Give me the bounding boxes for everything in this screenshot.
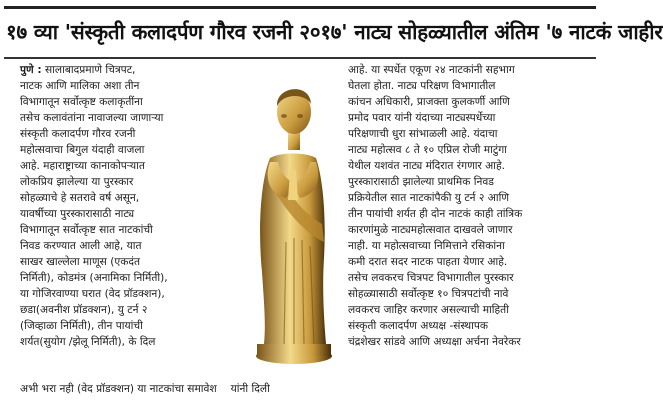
text-line: तसेच लवकरच चित्रपट विभागातील पुरस्कार [348, 272, 514, 284]
text-line: या गोजिरवाण्या घरात (वेद प्रॉडक्शन), [20, 288, 165, 300]
text-line: महोत्सवाचा बिगुल यंदाही वाजला [20, 144, 145, 156]
closing-line-left: अभी भरा नही (वेद प्रॉडक्शन) या नाटकांचा समावेश [20, 383, 217, 395]
golden-statue-image [240, 62, 344, 366]
text-line: (जिव्हाळा निर्मिती), तीन पायांची [20, 320, 143, 332]
text-line [20, 62, 239, 78]
text-line: साखर खाल्लेला माणूस (एकदंत [20, 256, 140, 268]
text-line: कमी दरात सदर नाटक पाहता येणार आहे. [348, 256, 508, 268]
text-line: निवड करण्यात आली आहे, यात [20, 240, 142, 252]
text-line: नाट्य महोत्सव ८ ते १० एप्रिल रोजी माटुंगा [348, 144, 507, 156]
text-line: प्रक्रियेतील सात नाटकांपैकी यु टर्न २ आणि [348, 192, 510, 204]
right-column [348, 62, 592, 350]
top-rule [4, 6, 596, 9]
text-line: तीन पायांची शर्यत ही दोन नाटकं काही तांत्रिक [348, 208, 523, 220]
text-line: येथील यशवंत नाट्य मंदिरात रंगणार आहे. [348, 160, 506, 172]
text-line: सोहळ्यासाठी सर्वोत्कृष्ट १० चित्रपटांची नावे [348, 288, 509, 300]
text-line: परिक्षणाची धुरा सांभाळली आहे. यंदाचा [348, 128, 498, 140]
text-line: लोकप्रिय झालेल्या या पुरस्कार [20, 176, 134, 188]
dateline: पुणे : [20, 64, 42, 76]
headline-rule [4, 57, 596, 59]
text-line: नाटक आणि मालिका अशा तीन [20, 80, 140, 92]
text-line: नाही. या महोत्सवाच्या निमित्ताने रसिकांना [348, 240, 505, 252]
text-line: यावर्षीच्या पुरस्कारासाठी नाट्य [20, 208, 135, 220]
text-line: आहे. महाराष्ट्राच्या कानाकोपऱ्यात [20, 160, 145, 172]
text-line: लवकरच जाहिर करणार असल्याची माहिती [348, 304, 509, 316]
left-column [20, 62, 239, 350]
text-line: चंद्रशेखर सांडवे आणि अध्यक्षा अर्चना नेवरेकर [348, 336, 521, 348]
text-line: कारणांमुळे नाट्यमहोत्सवात दाखवले जाणार [348, 224, 513, 236]
closing-line [20, 381, 592, 397]
statue-neck [288, 132, 300, 150]
text-line: छडा(अवनीश प्रॉडक्शन), यु टर्न २ [20, 304, 148, 316]
text-line: तसेच कलावंतांना नावाजल्या जाणाऱ्या [20, 112, 164, 124]
text-line: सोहळ्याचे हे सतरावे वर्ष असून, [20, 192, 140, 204]
text-line: विभागातून सर्वोत्कृष्ट कलाकृतींना [20, 96, 143, 108]
statue-photo [240, 62, 344, 366]
text-line: विभागातून सर्वोत्कृष्ट सात नाटकांची [20, 224, 153, 236]
text-line: शर्यत(सुयोग /झेलू निर्मिती), के दिल [20, 336, 156, 348]
text-line: प्रमोद पवार यांनी यंदाच्या नाट्यस्पर्धेच्या [348, 112, 496, 124]
text-line: निर्मिती), कोडमंत्र (अनामिका निर्मिती), [20, 272, 168, 284]
text-line: संस्कृती कलादर्पण गौरव रजनी [20, 128, 136, 140]
closing-line-right: यांनी दिली [230, 383, 270, 395]
text-line: कांचन अधिकारी, प्राजक्ता कुलकर्णी आणि [348, 96, 510, 108]
statue-plinth [257, 344, 331, 356]
text-line: पुरस्कारासाठी झालेल्या प्राथमिक निवड [348, 176, 494, 188]
headline: १७ व्या 'संस्कृती कलादर्पण गौरव रजनी २०१७' नाट्य सोहळ्यातील अंतिम '७ नाटकं जाहीर [6, 20, 663, 44]
text-line: संस्कृती कलादर्पण अध्यक्ष -संस्थापक [348, 320, 489, 332]
text-line: घेतला होता. नाट्य परिक्षण विभागातील [348, 80, 496, 92]
text-line: आहे. या स्पर्धेत एकूण २४ नाटकांनी सहभाग [348, 64, 515, 76]
text-line-content: सालाबादप्रमाणे चित्रपट, [44, 64, 136, 76]
